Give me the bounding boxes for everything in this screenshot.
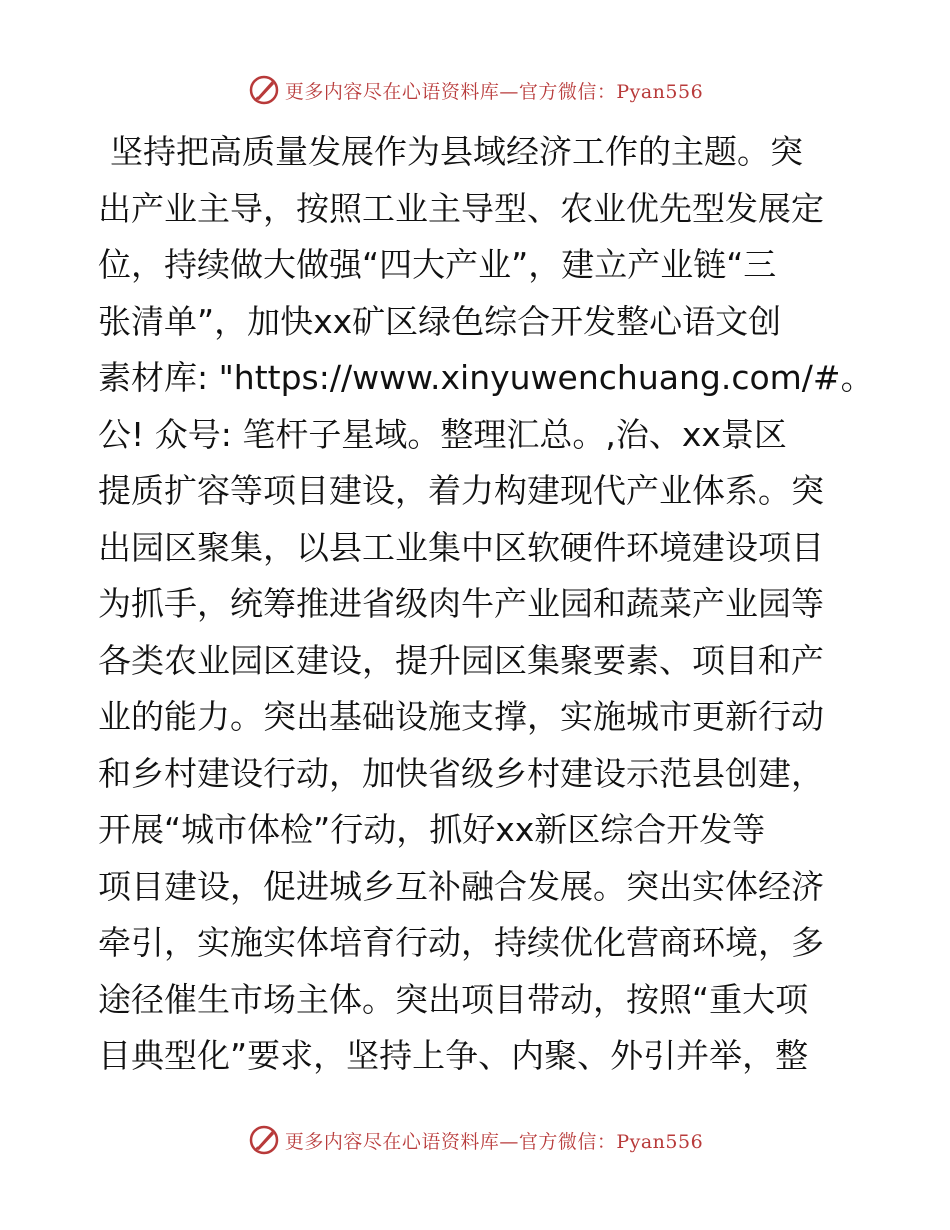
text-line: 目典型化”要求，坚持上争、内聚、外引并举，整 [98, 1036, 809, 1075]
text-line: 途径催生市场主体。突出项目带动，按照“重大项 [98, 979, 809, 1019]
text-line: 各类农业园区建设，提升园区集聚要素、项目和产 [98, 640, 824, 680]
text-line: 为抓手，统筹推进省级肉牛产业园和蔬菜产业园等 [98, 584, 824, 623]
text-line: 牵引，实施实体培育行动，持续优化营商环境，多 [98, 923, 824, 962]
document-body [98, 124, 874, 1085]
text-line: 素材库: "https://www.xinyuwenchuang.com/#。 [98, 358, 874, 397]
text-line: 业的能力。突出基础设施支撑，实施城市更新行动 [98, 697, 824, 736]
header-banner [0, 70, 950, 110]
text-line: 提质扩容等项目建设，着力构建现代产业体系。突 [98, 471, 824, 510]
header-banner-text: 更多内容尽在心语资料库—官方微信：Pyan556 [284, 80, 704, 103]
footer-banner [0, 1120, 950, 1160]
text-line: 项目建设，促进城乡互补融合发展。突出实体经济 [98, 866, 824, 906]
text-line: 和乡村建设行动，加快省级乡村建设示范县创建， [98, 753, 824, 793]
text-line: 公! 众号: 笔杆子星域。整理汇总。,治、xx景区 [98, 414, 787, 454]
text-line: 位，持续做大做强“四大产业”，建立产业链“三 [98, 245, 777, 284]
text-line: 开展“城市体检”行动，抓好xx新区综合开发等 [98, 810, 766, 849]
quill-logo-icon [247, 1123, 281, 1157]
text-line: 出园区聚集，以县工业集中区软硬件环境建设项目 [98, 527, 824, 567]
text-line: 出产业主导，按照工业主导型、农业优先型发展定 [98, 188, 824, 228]
quill-logo-icon [247, 73, 281, 107]
text-line: 坚持把高质量发展作为县域经济工作的主题。突 [110, 132, 803, 171]
text-line: 张清单”，加快xx矿区绿色综合开发整心语文创 [98, 301, 782, 341]
footer-banner-text: 更多内容尽在心语资料库—官方微信：Pyan556 [284, 1130, 704, 1153]
